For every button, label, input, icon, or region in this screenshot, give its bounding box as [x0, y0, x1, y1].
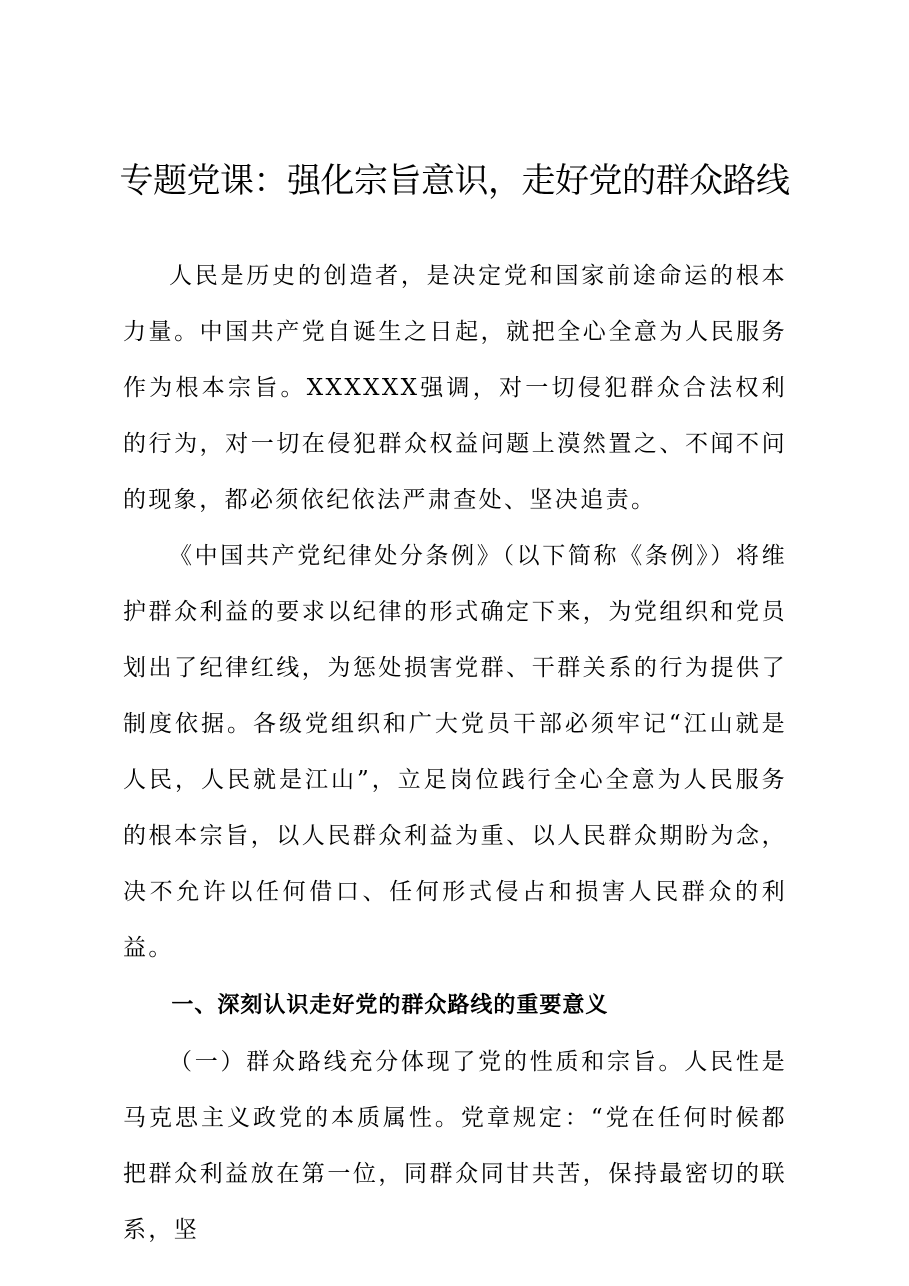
section-paragraph: （一）群众路线充分体现了党的性质和宗旨。人民性是马克思主义政党的本质属性。党章规定：“党在任何时候都把群众利益放在第一位，同群众同甘共苦，保持最密切的联系，坚: [123, 1049, 787, 1243]
section-heading: 一、深刻认识走好党的群众路线的重要意义: [171, 993, 609, 1018]
document-body: [123, 248, 787, 1258]
body-paragraph-1: 人民是历史的创造者，是决定党和国家前途命运的根本力量。中国共产党自诞生之日起，就把全心全意为人民服务作为根本宗旨。XXXXXX强调，对一切侵犯群众合法权利的行为，对一切在侵犯群众权益问题上漠然置之、不闻不问的现象，都必须依纪依法严肃查处、坚决追责。: [123, 263, 787, 513]
body-paragraph-2: 《中国共产党纪律处分条例》（以下简称《条例》）将维护群众利益的要求以纪律的形式确定下来，为党组织和党员划出了纪律红线，为惩处损害党群、干群关系的行为提供了制度依据。各级党组织和广大党员干部必须牢记“江山就是人民，人民就是江山”，立足岗位践行全心全意为人民服务的根本宗旨，以人民群众利益为重、以人民群众期盼为念，决不允许以任何借口、任何形式侵占和损害人民群众的利益。: [123, 543, 787, 961]
document-title: 专题党课：强化宗旨意识，走好党的群众路线: [119, 161, 790, 201]
